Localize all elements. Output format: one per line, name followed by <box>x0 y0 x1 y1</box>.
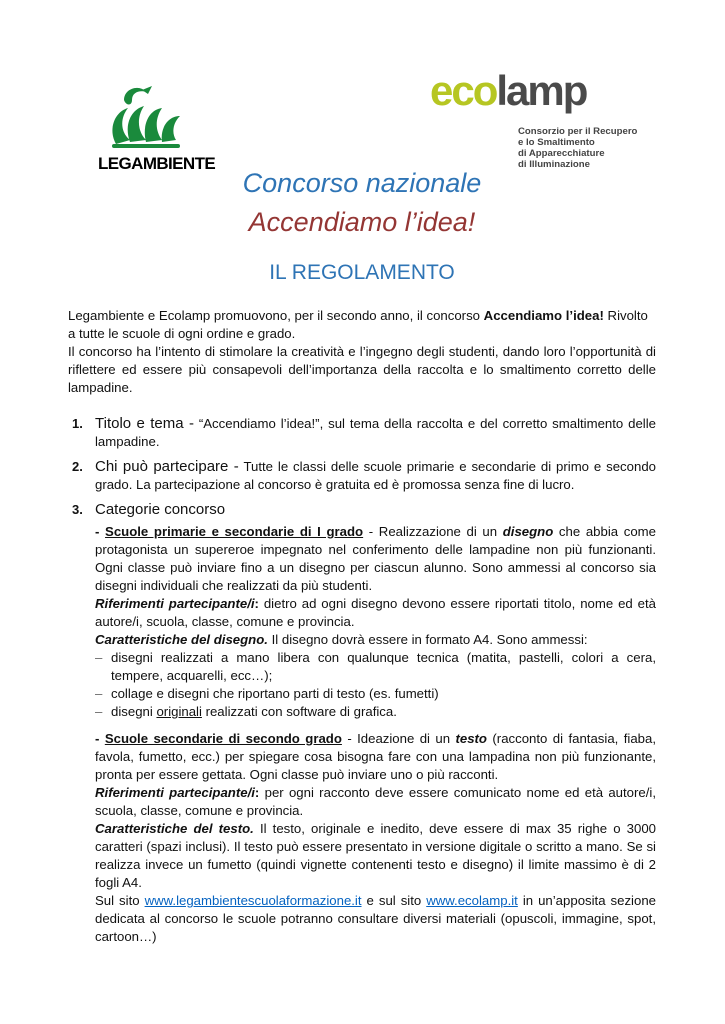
intro-contest-name: Accendiamo l’idea! <box>483 308 604 323</box>
section-text: “Accendiamo l’idea!”, sul tema della raccolta e del corretto smaltimento delle lampadine. <box>95 416 656 449</box>
participant-references <box>95 595 656 631</box>
list-item-text: disegni <box>111 704 157 719</box>
drawing-characteristics <box>95 631 656 649</box>
section-heading: Chi può partecipare - <box>95 458 239 475</box>
section-heading: Categorie concorso <box>95 501 226 518</box>
section-3 <box>68 501 656 519</box>
list-dash: – <box>95 650 103 665</box>
swan-logo-icon <box>106 82 186 152</box>
legambiente-wordmark: LEGAMBIENTE <box>98 154 216 173</box>
characteristics-label: Caratteristiche del testo. <box>95 821 254 836</box>
list-item <box>95 649 656 685</box>
legambiente-logo <box>98 82 216 174</box>
intro-text <box>68 307 656 397</box>
category-label: Scuole primarie e secondarie di I grado <box>105 524 364 539</box>
resources-text: Sul sito <box>95 893 145 908</box>
characteristics-text: Il disegno dovrà essere in formato A4. Sono ammessi: <box>267 632 588 647</box>
section-body <box>95 458 656 494</box>
list-item-text: disegni realizzati a mano libera con qualunque tecnica (matita, pastelli, colori a cera, tempere, acquarelli, ecc…); <box>111 650 656 683</box>
references-label: Riferimenti partecipante/i <box>95 596 255 611</box>
ecolamp-subtitle-line: di Apparecchiature <box>518 148 605 159</box>
ecolamp-site-link[interactable]: www.ecolamp.it <box>426 893 518 908</box>
category-label: Scuole secondarie di secondo grado <box>104 731 342 746</box>
category-description <box>95 730 656 784</box>
characteristics-label: Caratteristiche del disegno. <box>95 632 268 647</box>
resources-text: e sul sito <box>361 893 427 908</box>
ecolamp-word-eco: eco <box>430 67 497 114</box>
category-primary-schools <box>95 523 656 721</box>
category-text: che abbia come protagonista un supereroe impegnato nel conferimento delle lampadine non più funzionanti. Ogni classe può inviare fino a un disegno per ciascun alunno. Sono ammessi al concorso sia disegni individuali che realizzati da più studenti. <box>95 524 656 593</box>
category-secondary-schools <box>95 730 656 946</box>
list-item-underlined: originali <box>156 704 202 719</box>
section-number: 2. <box>72 459 83 474</box>
references-colon: : <box>254 785 260 800</box>
ecolamp-subtitle-line: Consorzio per il Recupero <box>518 126 638 137</box>
intro-paragraph-1 <box>68 307 656 343</box>
category-keyword: disegno <box>502 524 554 539</box>
section-heading: Titolo e tema - <box>95 415 194 432</box>
category-dash: - <box>95 731 105 746</box>
intro-paragraph-2: Il concorso ha l’intento di stimolare la creatività e l’ingegno degli studenti, dando loro l’opportunità di riflettere ed essere più consapevoli dell’importanza della raccolta e lo smaltimento corretto delle lampadine. <box>68 344 656 395</box>
list-item-text: collage e disegni che riportano parti di testo (es. fumetti) <box>111 686 439 701</box>
section-number: 1. <box>72 416 83 431</box>
list-item <box>95 685 656 703</box>
section-body <box>95 415 656 451</box>
participant-references <box>95 784 656 820</box>
section-text: Tutte le classi delle scuole primarie e secondarie di primo e secondo grado. La partecipazione al concorso è gratuita ed è promossa senza fine di lucro. <box>95 459 656 492</box>
regulation-heading: IL REGOLAMENTO <box>269 261 455 284</box>
resources-text: in un’apposita sezione dedicata al concorso le scuole potranno consultare diversi materiali (opuscoli, immagine, spot, cartoon…) <box>95 893 656 944</box>
characteristics-text: Il testo, originale e inedito, deve essere di max 35 righe o 3000 caratteri (spazi inclusi). Il testo può essere presentato in versione digitale o scritto a mano. Se si realizza invece un fumetto (quindi vignette contenenti testo e disegno) il limite massimo è di 2 fogli A4. <box>95 821 656 890</box>
list-item-text: realizzati con software di grafica. <box>201 704 397 719</box>
ecolamp-subtitle-line: di Illuminazione <box>518 159 590 170</box>
section-1 <box>68 415 656 451</box>
references-text: per ogni racconto deve essere comunicato nome ed età autore/i, scuola, classe, comune e provincia. <box>95 785 657 818</box>
list-dash: – <box>95 686 103 701</box>
ecolamp-wordmark <box>430 67 650 114</box>
references-text: dietro ad ogni disegno devono essere riportati titolo, nome ed età autore/i, scuola, classe, comune e provincia. <box>95 596 656 629</box>
category-dash: - <box>95 524 106 539</box>
text-characteristics <box>95 820 656 892</box>
ecolamp-logo <box>430 67 650 170</box>
section-2 <box>68 458 656 494</box>
category-keyword: testo <box>455 731 487 746</box>
ecolamp-subtitle <box>518 126 650 170</box>
category-description <box>95 523 656 595</box>
contest-name: Accendiamo l’idea! <box>248 207 476 237</box>
contest-title: Concorso nazionale <box>242 168 482 198</box>
section-body <box>95 501 656 519</box>
list-item <box>95 703 656 721</box>
list-dash: – <box>95 704 103 719</box>
ecolamp-word-lamp: lamp <box>496 67 587 114</box>
references-colon: : <box>254 596 259 611</box>
intro-text-a: Legambiente e Ecolamp promuovono, per il secondo anno, il concorso <box>68 308 484 323</box>
references-label: Riferimenti partecipante/i <box>95 785 255 800</box>
intro-text-b: Rivolto a tutte le scuole di ogni ordine e grado. <box>68 308 648 341</box>
category-text: - Realizzazione di un <box>363 524 503 539</box>
section-number: 3. <box>72 502 83 517</box>
ecolamp-subtitle-line: e lo Smaltimento <box>518 137 595 148</box>
resources-paragraph <box>95 892 656 946</box>
category-text: - Ideazione di un <box>341 731 456 746</box>
category-text: (racconto di fantasia, fiaba, favola, fumetto, ecc.) per spiegare cosa bisogna fare con una lampadina non più funzionante, pronta per essere gettata. Ogni classe può inviare uno o più racconti. <box>95 731 656 782</box>
legambiente-site-link[interactable]: www.legambientescuolaformazione.it <box>144 893 362 908</box>
